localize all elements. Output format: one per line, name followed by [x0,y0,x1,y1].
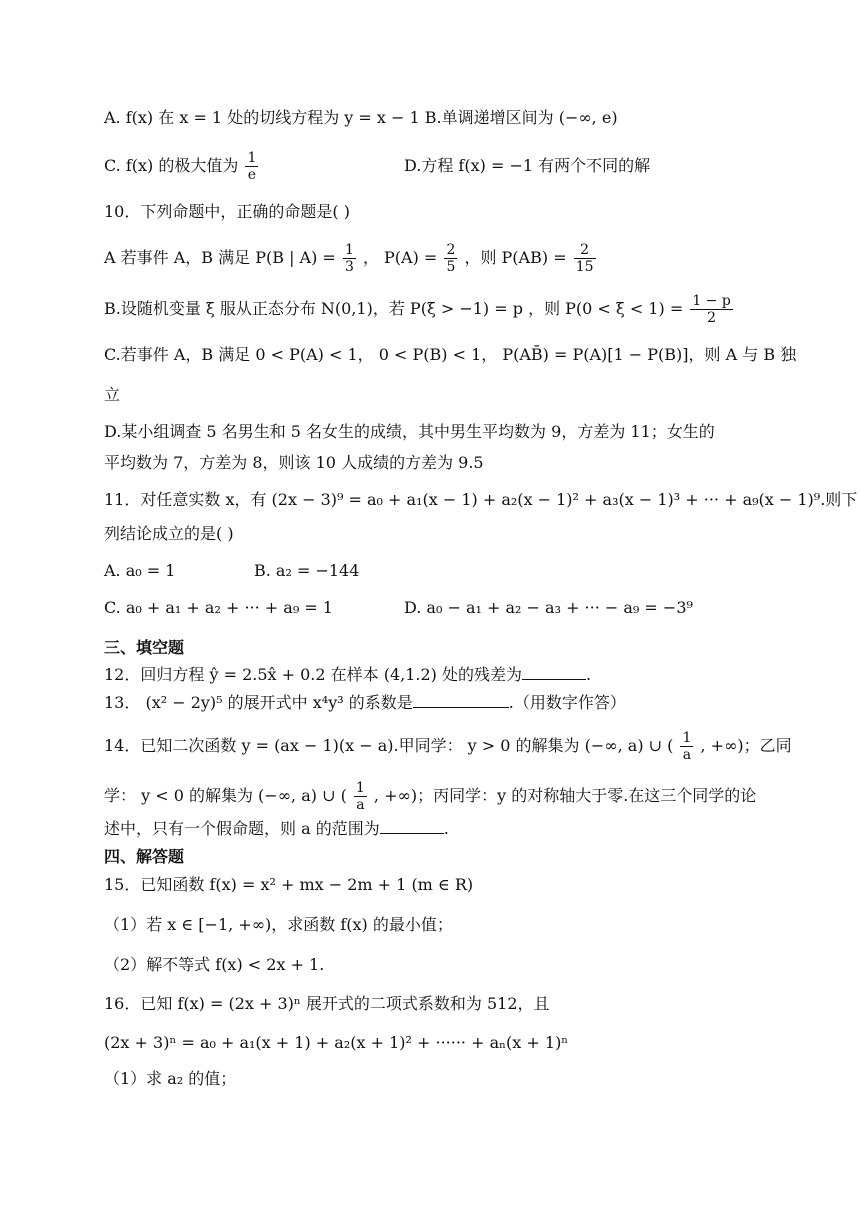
question-16-equation: (2x + 3)ⁿ = a₀ + a₁(x + 1) + a₂(x + 1)² + ······ + aₙ(x + 1)ⁿ [104,1033,569,1052]
q10-option-c-cont: 立 [104,385,121,404]
q11-option-c: C. a₀ + a₁ + a₂ + ··· + a₉ = 1 [104,598,333,617]
question-14: 14．已知二次函数 y = (ax − 1)(x − a).甲同学： y > 0 的解集为 (−∞, a) ∪ ( $\frac{1}{a}$ , +∞)；乙同 [104,730,792,763]
q9-option-a-b [104,107,618,129]
fraction: $\frac{1}{a}$ [682,730,692,763]
question-15: 15．已知函数 f(x) = x² + mx − 2m + 1 (m ∈ R) [104,875,474,894]
q9-option-c: C. f(x) 的极大值为 $\frac{1}{e}$ [104,150,257,183]
question-10: 10．下列命题中，正确的命题是( ) [104,202,350,221]
q15-part-2: （2）解不等式 f(x) < 2x + 1. [104,955,325,974]
question-11: 11．对任意实数 x，有 (2x − 3)⁹ = a₀ + a₁(x − 1) + a₂(x − 1)² + a₃(x − 1)³ + ··· + a₉(x − 1)⁹.则下 [104,490,858,509]
q11-option-a: A. a₀ = 1 [104,561,176,580]
fraction: $\frac{1}{a}$ [355,780,365,813]
q11-option-b: B. a₂ = −144 [254,561,360,580]
question-11-cont: 列结论成立的是( ) [104,524,234,543]
fraction: $\frac{1}{3}$ [344,242,354,275]
q15-part-1: （1）若 x ∈ [−1, +∞)，求函数 f(x) 的最小值； [104,915,453,934]
q10-option-a: A 若事件 A，B 满足 P(B | A) = $\frac{1}{3}$ ， P(A) = $\frac{2}{5}$ ，则 P(AB) = $\frac{2}{15}$ [104,242,594,275]
fraction: $\frac{1}{e}$ [247,150,257,183]
section-heading-answer: 四、解答题 [104,847,185,866]
answer-blank[interactable] [380,819,444,834]
question-12: 12．回归方程 ŷ = 2.5x̂ + 0.2 在样本 (4,1.2) 处的残差为 . [104,665,592,684]
q16-part-1: （1）求 a₂ 的值； [104,1069,237,1088]
q11-option-d: D. a₀ − a₁ + a₂ − a₃ + ··· − a₉ = −3⁹ [404,598,693,617]
answer-blank[interactable] [522,665,586,680]
q9-option-d: D.方程 f(x) = −1 有两个不同的解 [404,156,651,175]
q10-option-c: C.若事件 A，B 满足 0 < P(A) < 1， 0 < P(B) < 1， P(AB̄) = P(A)[1 − P(B)]，则 A 与 B 独 [104,345,797,364]
fraction: $\frac{1 - p}{2}$ [692,293,731,326]
q9-ab-text: A. f(x) 在 x = 1 处的切线方程为 y = x − 1 B.单调递增区间为 (−∞, e) [104,108,618,127]
answer-blank[interactable] [413,693,509,708]
section-heading-fill-in: 三、填空题 [104,638,185,657]
question-14-cont: 学： y < 0 的解集为 (−∞, a) ∪ ( $\frac{1}{a}$ , +∞)；丙同学：y 的对称轴大于零.在这三个同学的论 [104,780,757,813]
fraction: $\frac{2}{5}$ [446,242,456,275]
question-13: 13． (x² − 2y)⁵ 的展开式中 x⁴y³ 的系数是 .（用数字作答） [104,693,626,712]
fraction: $\frac{2}{15}$ [575,242,594,275]
q10-option-d: D.某小组调查 5 名男生和 5 名女生的成绩，其中男生平均数为 9，方差为 11；女生的 [104,422,715,441]
q10-option-d-cont: 平均数为 7，方差为 8，则该 10 人成绩的方差为 9.5 [104,453,484,472]
question-16: 16．已知 f(x) = (2x + 3)ⁿ 展开式的二项式系数和为 512，且 [104,994,550,1013]
question-14-cont2: 述中，只有一个假命题，则 a 的范围为 . [104,819,449,838]
q10-option-b: B.设随机变量 ξ 服从正态分布 N(0,1)，若 P(ξ > −1) = p ，则 P(0 < ξ < 1) = $\frac{1 - p}{2}$ [104,293,731,326]
